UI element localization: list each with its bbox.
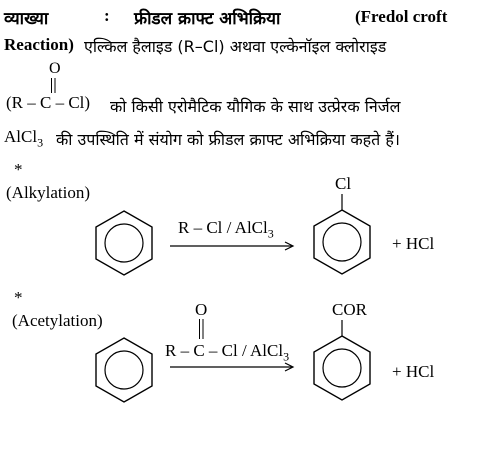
reagent-oxygen: O <box>195 300 208 319</box>
heading-title-english: (Fredol croft <box>355 7 448 26</box>
alkylation-reagent-main: R – Cl / AlCl <box>178 218 268 237</box>
benzene-ring-reactant-2 <box>96 338 152 402</box>
alkylation-substituent: Cl <box>335 174 352 193</box>
alkylation-reagent-subscript: 3 <box>267 226 274 241</box>
reagent-double-bond <box>200 319 204 339</box>
catalyst-main: AlCl <box>4 127 38 146</box>
heading-term: व्याख्या <box>4 9 49 29</box>
catalyst-subscript: 3 <box>37 135 44 150</box>
acetylation-reagent-subscript: 3 <box>283 349 290 364</box>
acetylation-byproduct: + HCl <box>392 362 435 381</box>
acyl-oxygen: O <box>49 60 61 77</box>
acetylation-substituent: COR <box>332 300 367 319</box>
definition-line1: एल्किल हैलाइड (R–Cl) अथवा एल्केनॉइल क्लोराइड <box>84 37 387 56</box>
definition-line3: को किसी एरोमैटिक यौगिक के साथ उत्प्रेरक निर्जल <box>110 97 401 116</box>
heading-title-hindi: फ्रीडल क्राफ्ट अभिक्रिया <box>134 9 281 29</box>
acetylation-bullet: * <box>14 288 23 307</box>
definition-line4: की उपस्थिति में संयोग को फ्रीडल क्राफ्ट अभिक्रिया कहते हैं। <box>56 130 400 149</box>
acetylation-reagent-main: R – C – Cl / AlCl <box>165 341 284 360</box>
heading-colon: : <box>104 6 110 25</box>
alkylation-label: (Alkylation) <box>6 183 91 202</box>
alkylation-byproduct: + HCl <box>392 234 435 253</box>
acetylation-label: (Acetylation) <box>12 311 103 330</box>
alkylation-bullet: * <box>14 160 23 179</box>
acetylation-reagent <box>165 341 289 364</box>
heading-title-english-cont: Reaction) <box>4 35 74 54</box>
acyl-chloride-formula: (R – C – Cl) <box>6 93 91 112</box>
benzene-ring-product-2 <box>314 320 370 400</box>
